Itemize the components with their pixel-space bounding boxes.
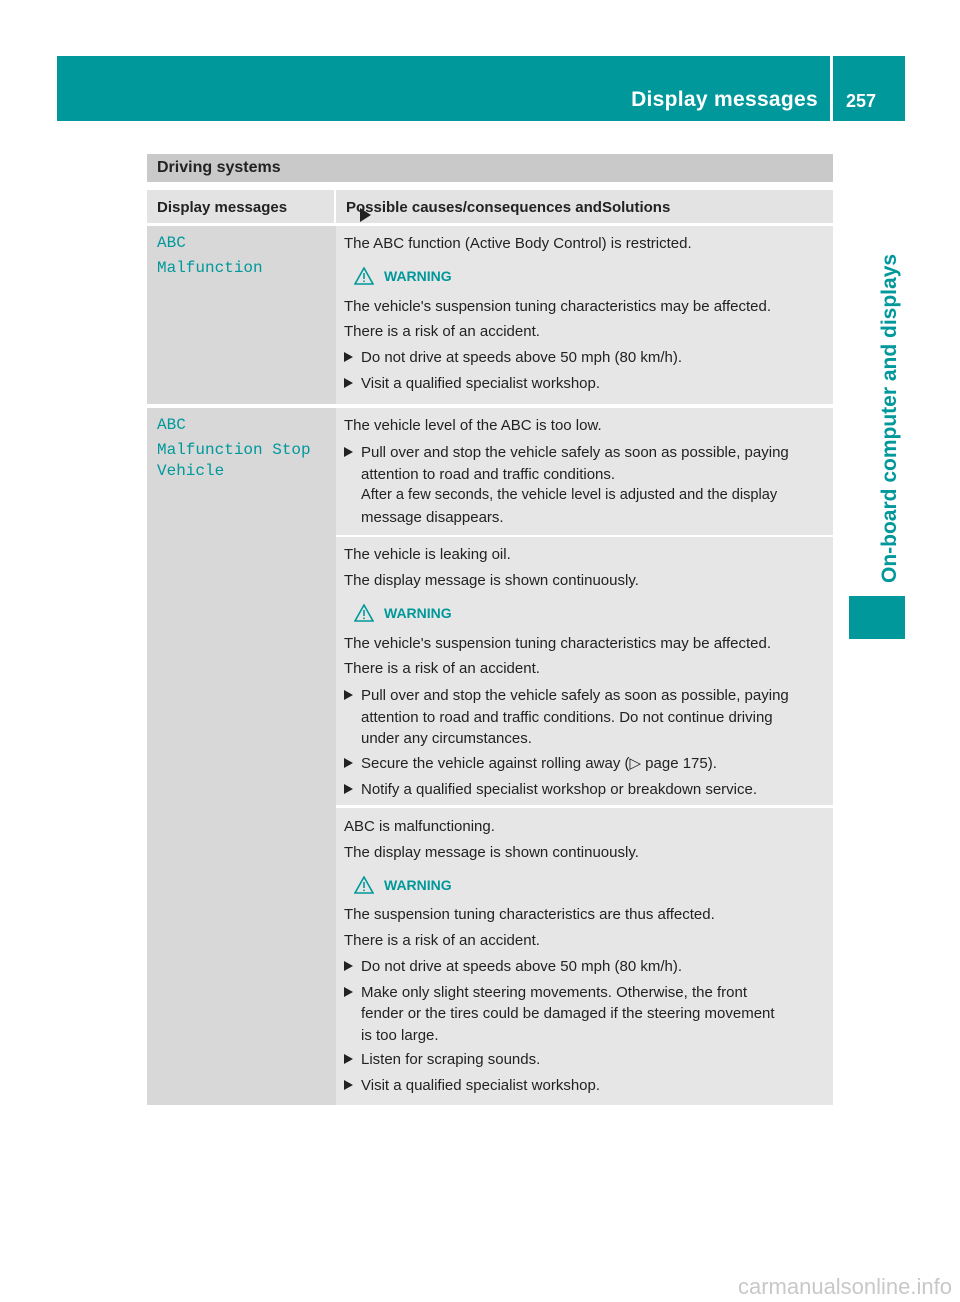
solution-step-continuation: attention to road and traffic conditions. Do not continue driving [361,709,773,726]
column-header-causes-label: Possible causes/consequences and [346,199,602,216]
arrow-right-icon [344,447,353,457]
warning-label: WARNING [384,877,452,893]
column-header-display [147,190,334,223]
warning-text: The vehicle's suspension tuning characteristics may be affected. [344,635,771,652]
warning-text: There is a risk of an accident. [344,932,540,949]
arrow-right-icon [360,208,371,222]
column-header-solutions-label: Solutions [601,199,671,216]
cause-text: The vehicle is leaking oil. [344,546,511,563]
arrow-right-icon [344,1054,353,1064]
solution-step-continuation: fender or the tires could be damaged if the steering movement [361,1005,775,1022]
warning-text: The suspension tuning characteristics are thus affected. [344,906,715,923]
cause-text: The vehicle level of the ABC is too low. [344,417,602,434]
header-divider [830,56,833,121]
arrow-right-icon [344,987,353,997]
warning-label: WARNING [384,605,452,621]
section-title-text: Driving systems [157,159,281,176]
column-header-causes [336,190,833,223]
display-message-code: ABC [157,416,186,434]
arrow-right-icon [344,352,353,362]
display-message-code: Malfunction Stop [157,441,311,459]
page-title: Display messages [631,88,818,111]
arrow-right-icon [344,961,353,971]
display-message-code: Vehicle [157,462,225,480]
arrow-right-icon [344,784,353,794]
warning-triangle-icon [354,267,374,285]
display-message-code: Malfunction [157,259,263,277]
cause-text: The display message is shown continuously. [344,572,639,589]
cause-text: The ABC function (Active Body Control) is restricted. [344,235,692,252]
solution-step-continuation: message disappears. [361,509,504,526]
display-message-cell [147,408,336,1105]
chapter-tab-marker [849,596,905,639]
warning-text: The vehicle's suspension tuning characteristics may be affected. [344,298,771,315]
solution-step-continuation: under any circumstances. [361,730,532,747]
solution-step-continuation: attention to road and traffic conditions. [361,466,616,483]
warning-text: There is a risk of an accident. [344,660,540,677]
warning-label: WARNING [384,268,452,284]
warning-triangle-icon [354,604,374,622]
chapter-tab-label: On-board computer and displays [878,253,901,583]
warning-text: There is a risk of an accident. [344,323,540,340]
watermark: carmanualsonline.info [737,1274,952,1299]
warning-triangle-icon [354,876,374,894]
arrow-right-icon [344,1080,353,1090]
column-header-display-text: Display messages [157,199,288,216]
cause-text: ABC is malfunctioning. [344,818,495,835]
cause-text: The display message is shown continuously. [344,844,639,861]
arrow-right-icon [344,758,353,768]
display-message-code: ABC [157,234,186,252]
solution-step-continuation: After a few seconds, the vehicle level is adjusted and the display [361,487,778,503]
column-header-causes-text [346,199,670,216]
page-number: 257 [846,91,877,111]
arrow-right-icon [344,690,353,700]
section-title [147,154,833,182]
solution-step-continuation: is too large. [361,1027,439,1044]
arrow-right-icon [344,378,353,388]
